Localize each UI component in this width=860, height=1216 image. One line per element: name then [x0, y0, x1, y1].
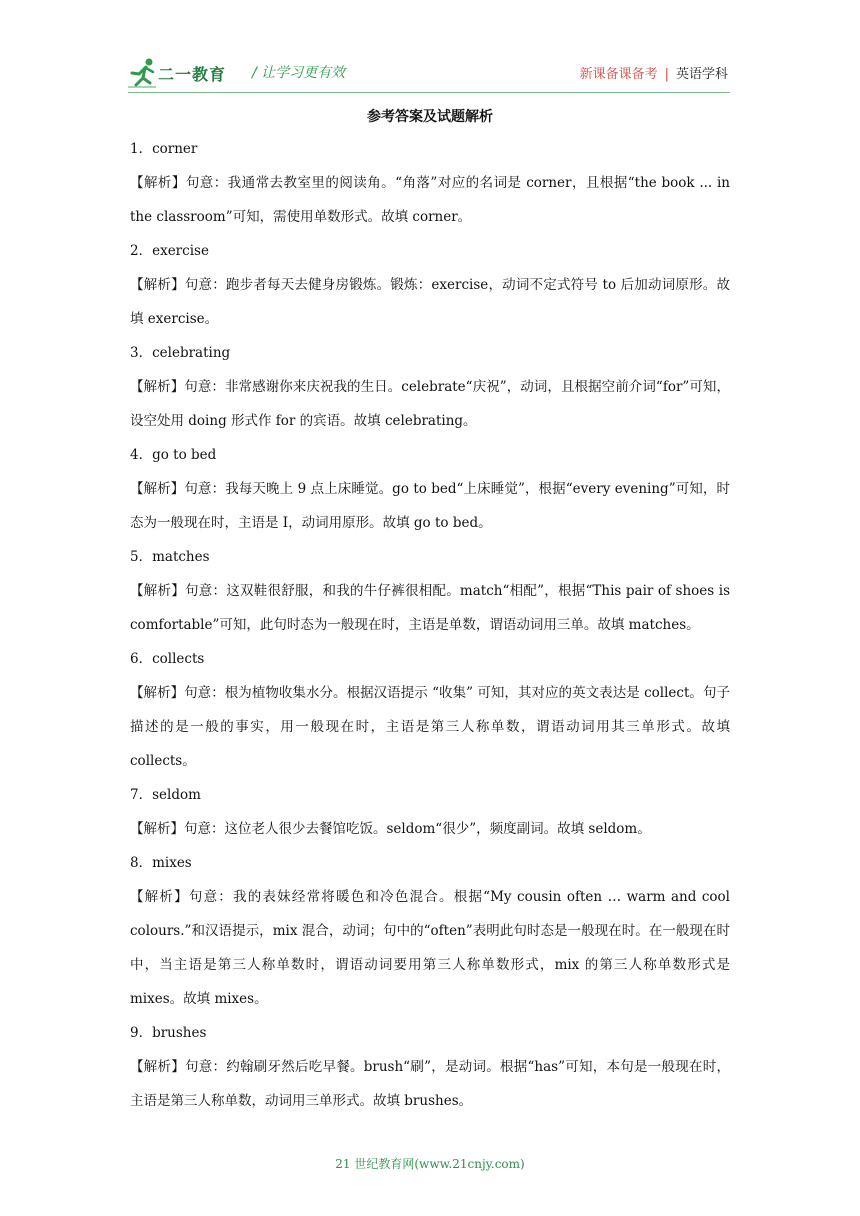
header-divider: [128, 92, 730, 93]
analysis-2: 【解析】句意：跑步者每天去健身房锻炼。锻炼：exercise，动词不定式符号 to 后加动词原形。故填 exercise。: [130, 277, 730, 327]
header-tag-course: 新课备课备考: [579, 67, 658, 82]
analysis-5: 【解析】句意：这双鞋很舒服，和我的牛仔裤很相配。match“相配”，根据“This pair of shoes is comfortable”可知，此句时态为一般现在时，主语是单数，谓语动词用三单。故填 matches。: [130, 583, 730, 633]
page-title: 参考答案及试题解析: [367, 109, 493, 125]
answer-list: [130, 132, 730, 1118]
logo: [128, 56, 240, 90]
answer-5: 5．matches: [130, 549, 210, 565]
header-tags: [580, 63, 728, 82]
analysis-7: 【解析】句意：这位老人很少去餐馆吃饭。seldom“很少”，频度副词。故填 seldom。: [130, 821, 651, 837]
answer-8: 8．mixes: [130, 855, 192, 871]
answer-9: 9．brushes: [130, 1025, 207, 1041]
slogan: / 让学习更有效: [252, 65, 346, 81]
analysis-9: 【解析】句意：约翰刷牙然后吃早餐。brush“刷”，是动词。根据“has”可知，本句是一般现在时，主语是第三人称单数，动词用三单形式。故填 brushes。: [130, 1059, 730, 1109]
header-separator: |: [664, 67, 669, 82]
header-tag-subject: 英语学科: [675, 67, 728, 82]
answer-4: 4．go to bed: [130, 447, 217, 463]
analysis-3: 【解析】句意：非常感谢你来庆祝我的生日。celebrate“庆祝”，动词，且根据空前介词“for”可知，设空处用 doing 形式作 for 的宾语。故填 celebrating。: [130, 379, 730, 429]
answer-1: 1．corner: [130, 141, 198, 157]
analysis-4: 【解析】句意：我每天晚上 9 点上床睡觉。go to bed“上床睡觉”，根据“every evening”可知，时态为一般现在时，主语是 I，动词用原形。故填 go to bed。: [130, 481, 730, 531]
logo-text: 二一教育: [158, 65, 227, 84]
page-footer: 21 世纪教育网(www.21cnjy.com): [335, 1157, 525, 1171]
analysis-1: 【解析】句意：我通常去教室里的阅读角。“角落”对应的名词是 corner，且根据“the book ... in the classroom”可知，需使用单数形式。故填 corner。: [130, 175, 730, 225]
page-header: [128, 56, 728, 90]
answer-7: 7．seldom: [130, 787, 201, 803]
answer-6: 6．collects: [130, 651, 205, 667]
analysis-8: 【解析】句意：我的表妹经常将暖色和冷色混合。根据“My cousin often … warm and cool colours.”和汉语提示，mix 混合，动词；句中的“often”表明此句时态是一般现在时。在一般现在时中，当主语是第三人称单数时，谓语动词要用第三人称单数形式，mix 的第三人称单数形式是 mixes。故填 mixes。: [130, 889, 730, 1007]
answer-3: 3．celebrating: [130, 345, 231, 361]
analysis-6: 【解析】句意：根为植物收集水分。根据汉语提示 “收集” 可知，其对应的英文表达是 collect。句子描述的是一般的事实，用一般现在时，主语是第三人称单数，谓语动词用其三单形式。故填 collects。: [130, 685, 730, 769]
runner-logo-icon: [128, 56, 158, 90]
answer-2: 2．exercise: [130, 243, 209, 259]
